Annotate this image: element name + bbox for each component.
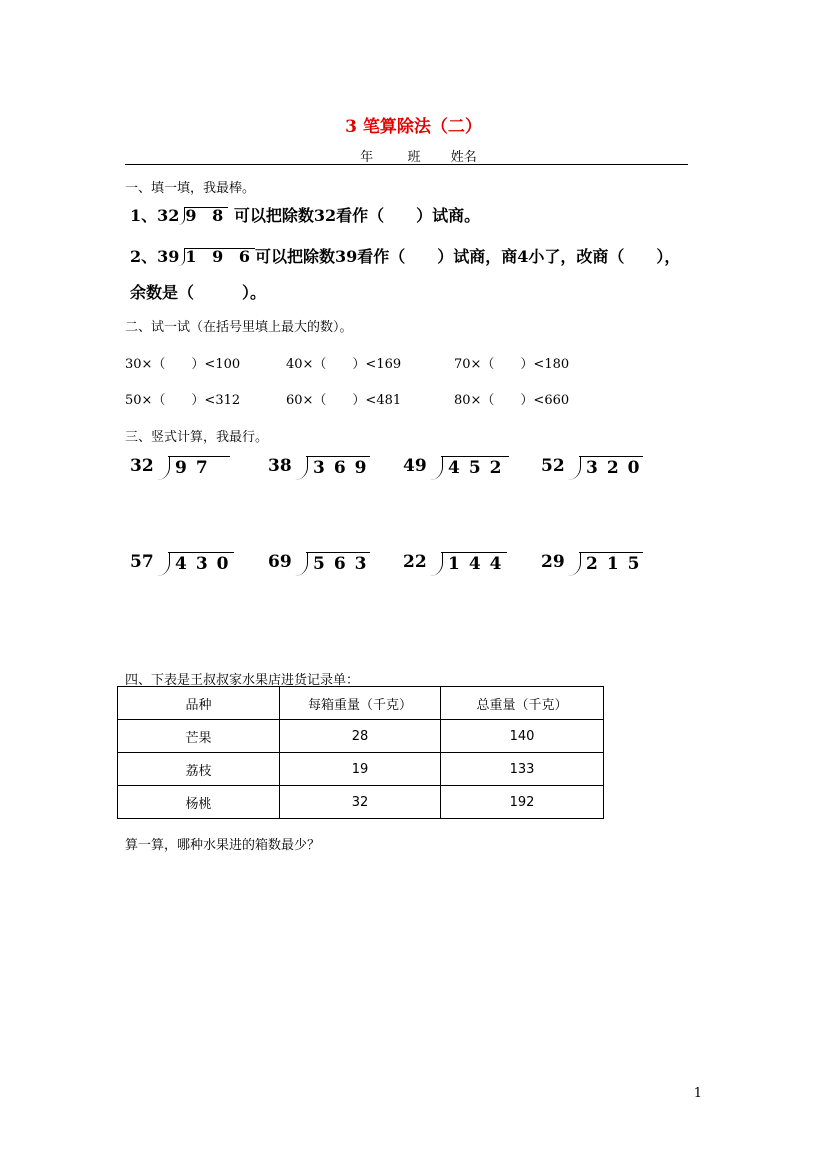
column-header: 总重量（千克） bbox=[441, 687, 604, 720]
division-bracket bbox=[430, 456, 443, 480]
division-bracket bbox=[430, 552, 443, 576]
dividend: 215 bbox=[586, 554, 649, 574]
q2-dividend: 1 9 6 bbox=[179, 247, 255, 266]
division-bracket bbox=[568, 456, 581, 480]
table-row bbox=[118, 786, 604, 819]
table-cell: 芒果 bbox=[118, 720, 280, 753]
q2-text: 可以把除数39看作（ ）试商，商4小了，改商（ ）， bbox=[254, 247, 681, 266]
dividend: 452 bbox=[448, 458, 511, 478]
division-bracket bbox=[157, 456, 170, 480]
table-cell: 140 bbox=[441, 720, 604, 753]
question-2 bbox=[130, 244, 680, 267]
section4-question: 算一算，哪种水果进的箱数最少？ bbox=[125, 838, 321, 853]
dividend: 563 bbox=[313, 554, 376, 574]
class-label: 班 bbox=[407, 150, 421, 165]
section2-heading: 二、试一试（在括号里填上最大的数）。 bbox=[125, 320, 353, 335]
divisor: 38 bbox=[268, 456, 292, 476]
division-bar bbox=[579, 552, 643, 553]
table-row bbox=[118, 720, 604, 753]
inequality-2: 40×（ ）<169 bbox=[286, 357, 402, 372]
division-bracket bbox=[157, 552, 170, 576]
q1-prefix: 1、32 bbox=[130, 206, 180, 225]
q1-text: 可以把除数32看作（ ）试商。 bbox=[233, 206, 481, 225]
division-bar bbox=[441, 552, 507, 553]
column-header: 品种 bbox=[118, 687, 280, 720]
inequality-6: 80×（ ）<660 bbox=[454, 393, 570, 408]
q2-line2: 余数是（ ）。 bbox=[130, 283, 267, 302]
division-bar bbox=[306, 456, 370, 457]
dividend: 144 bbox=[448, 554, 511, 574]
section1-heading: 一、填一填，我最棒。 bbox=[125, 181, 256, 196]
fruit-table bbox=[117, 686, 604, 819]
column-header: 每箱重量（千克） bbox=[280, 687, 441, 720]
table-cell: 杨桃 bbox=[118, 786, 280, 819]
division-bar bbox=[306, 552, 370, 553]
division-bracket bbox=[295, 456, 308, 480]
student-info bbox=[328, 146, 545, 165]
question-1 bbox=[130, 203, 480, 226]
section4-heading: 四、下表是王叔叔家水果店进货记录单： bbox=[125, 673, 360, 688]
divisor: 29 bbox=[541, 552, 565, 572]
header-divider bbox=[125, 164, 688, 165]
name-label: 姓名 bbox=[450, 150, 477, 165]
divisor: 22 bbox=[403, 552, 427, 572]
division-bracket bbox=[568, 552, 581, 576]
page-number: 1 bbox=[693, 1086, 702, 1101]
divisor: 69 bbox=[268, 552, 292, 572]
inequality-1: 30×（ ）<100 bbox=[125, 357, 241, 372]
table-cell: 荔枝 bbox=[118, 753, 280, 786]
division-bar bbox=[168, 456, 230, 457]
table-cell: 32 bbox=[280, 786, 441, 819]
table-cell: 192 bbox=[441, 786, 604, 819]
inequality-3: 70×（ ）<180 bbox=[454, 357, 570, 372]
division-bar bbox=[579, 456, 643, 457]
dividend: 369 bbox=[313, 458, 376, 478]
inequality-4: 50×（ ）<312 bbox=[125, 393, 241, 408]
divisor: 49 bbox=[403, 456, 427, 476]
year-label: 年 bbox=[360, 150, 374, 165]
dividend: 430 bbox=[175, 554, 238, 574]
divisor: 32 bbox=[130, 456, 154, 476]
division-bar bbox=[168, 552, 234, 553]
page-title: 3 笔算除法（二） bbox=[345, 117, 482, 137]
divisor: 52 bbox=[541, 456, 565, 476]
table-header-row bbox=[118, 687, 604, 720]
section3-heading: 三、竖式计算，我最行。 bbox=[125, 430, 269, 445]
table-row bbox=[118, 753, 604, 786]
table-cell: 28 bbox=[280, 720, 441, 753]
q1-dividend: 9 8 bbox=[179, 206, 228, 225]
q2-prefix: 2、39 bbox=[130, 247, 180, 266]
table-cell: 19 bbox=[280, 753, 441, 786]
dividend: 97 bbox=[175, 458, 217, 478]
table-cell: 133 bbox=[441, 753, 604, 786]
divisor: 57 bbox=[130, 552, 154, 572]
inequality-5: 60×（ ）<481 bbox=[286, 393, 402, 408]
dividend: 320 bbox=[586, 458, 649, 478]
division-bar bbox=[441, 456, 509, 457]
division-bracket bbox=[295, 552, 308, 576]
